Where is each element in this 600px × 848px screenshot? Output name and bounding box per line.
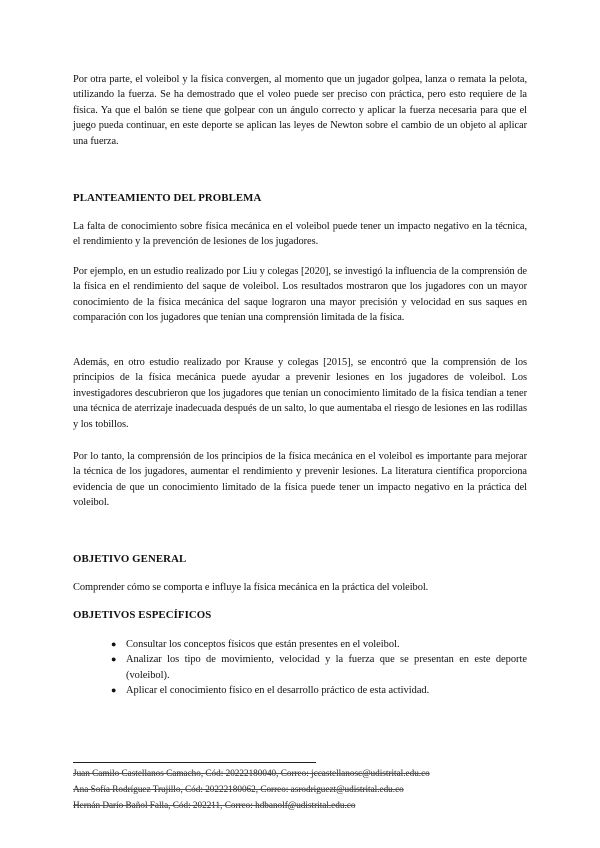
intro-paragraph: Por otra parte, el voleibol y la física convergen, al momento que un jugador golpea, lanza o remata la pelota, utilizando la fuerza. Se ha demostrado que el voleo puede ser preciso con práctica, pero esto requiere de la física. Ya que el balón se tiene que golpear con un ángulo correcto y aplicar la fuerza necesaria para que el juego pueda continuar, en este deporte se aplican las leyes de Newton sobre el cambio de un objeto al aplicar una fuerza. [73,74,527,147]
footnote-separator [73,762,316,763]
list-item [73,637,527,652]
list-item-text: Aplicar el conocimiento físico en el desarrollo práctico de esta actividad. [126,685,430,697]
problem-paragraph: La falta de conocimiento sobre física mecánica en el voleibol puede tener un impacto negativo en la técnica, el rendimiento y la prevención de lesiones de los jugadores. [73,221,527,248]
bullet-icon: ● [111,639,117,649]
list-item [73,683,527,698]
problem-paragraph: Por lo tanto, la comprensión de los principios de la física mecánica en el voleibol es importante para mejorar la técnica de los jugadores, aumentar el rendimiento y prevenir lesiones. La literatura científica proporciona evidencia de que un conocimiento limitado de la física puede tener un impacto negativo en la práctica del voleibol. [73,451,527,509]
bullet-icon: ● [111,654,117,665]
list-item-text: Analizar los tipo de movimiento, velocidad y la fuerza que se presentan en este deporte (voleibol). [126,654,527,681]
objective-general-text: Comprender cómo se comporta e influye la física mecánica en la práctica del voleibol. [73,582,429,593]
list-item-text: Consultar los conceptos físicos que están presentes en el voleibol. [126,639,400,650]
objective-general-heading: OBJETIVO GENERAL [73,553,187,565]
objectives-specific-heading: OBJETIVOS ESPECÍFICOS [73,609,212,621]
list-item [73,652,527,683]
problem-heading: PLANTEAMIENTO DEL PROBLEMA [73,192,262,204]
footnote-author: Ana Sofía Rodríguez Trujillo, Cód: 20222180062, Correo: asrodriguezt@udistrital.edu.co [73,784,404,794]
footnote-author: Juan Camilo Castellanos Camacho, Cód: 20222180040, Correo: jccastellanosc@udistrital.edu.co [73,768,430,778]
problem-paragraph: Por ejemplo, en un estudio realizado por Liu y colegas [2020], se investigó la influencia de la comprensión de la física en el rendimiento del saque de voleibol. Los resultados mostraron que los jugadores con un mayor conocimiento de la física mecánica del saque lograron una mayor precisión y velocidad en sus saques en comparación con los jugadores que tenían una comprensión limitada de la física. [73,266,527,324]
problem-paragraph: Además, en otro estudio realizado por Krause y colegas [2015], se encontró que la comprensión de los principios de la física mecánica puede ayudar a prevenir lesiones en los jugadores de voleibol. Los investigadores descubrieron que los jugadores que tenían un conocimiento limitado de la física tendían a tener una técnica de aterrizaje inadecuada después de un salto, lo que aumentaba el riesgo de lesiones en las rodillas y los tobillos. [73,357,527,430]
footnote-author: Hernán Darío Bañol Falla, Cód: 202211, Correo: hdbanolf@udistrital.edu.co [73,800,356,810]
objectives-list [73,637,527,699]
bullet-icon: ● [111,685,117,696]
